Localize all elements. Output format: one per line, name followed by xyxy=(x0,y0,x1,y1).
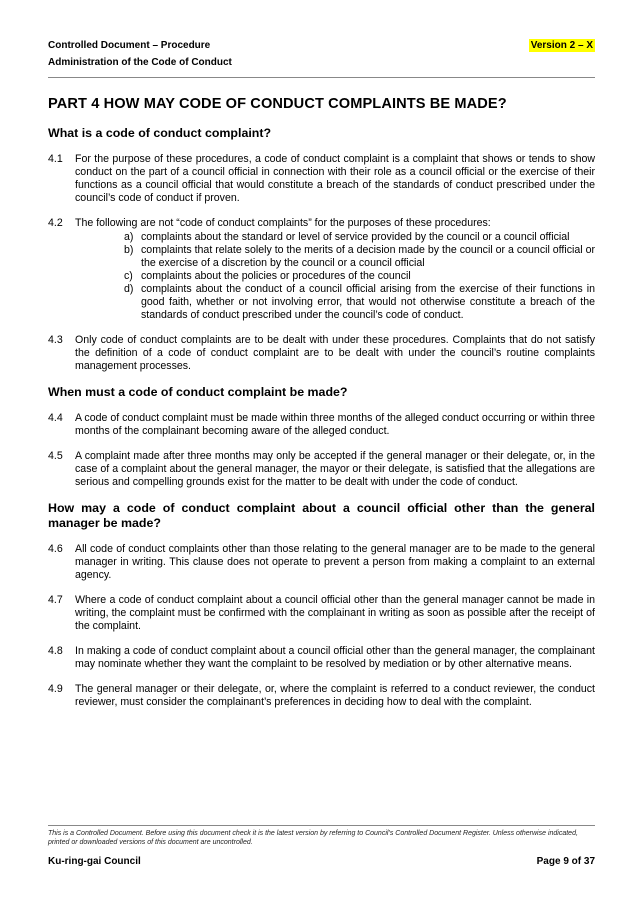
clause-body xyxy=(75,217,595,322)
clause-text: The following are not “code of conduct complaints” for the purposes of these procedures: xyxy=(75,217,491,229)
sub-list xyxy=(75,231,595,322)
clause xyxy=(48,412,595,438)
clause-number: 4.4 xyxy=(48,412,63,424)
document-body xyxy=(48,96,595,721)
clause-number: 4.1 xyxy=(48,153,63,165)
clause xyxy=(48,450,595,489)
page-number: Page 9 of 37 xyxy=(536,856,595,867)
clause xyxy=(48,153,595,205)
page-header xyxy=(48,40,595,78)
clause xyxy=(48,683,595,709)
document-title: Administration of the Code of Conduct xyxy=(48,57,232,68)
list-item-letter: d) xyxy=(124,283,134,295)
clause-text: A complaint made after three months may only be accepted if the general manager or their delegate, or, in the case of a complaint about the general manager, the mayor or their delegate, is satisfied that the allegations are serious and compelling grounds exist for the matter to be dealt with under the code of conduct. xyxy=(75,450,595,488)
clause-number: 4.6 xyxy=(48,543,63,555)
clause xyxy=(48,217,595,322)
clause-number: 4.8 xyxy=(48,645,63,657)
list-item-text: complaints that relate solely to the merits of a decision made by the council or a council official or the exercise of a discretion by the council or a council official xyxy=(141,244,595,269)
clause-text: The general manager or their delegate, or, where the complaint is referred to a conduct reviewer, the conduct reviewer, must consider the complainant’s preferences in deciding how to deal with the complaint. xyxy=(75,683,595,708)
section-heading: How may a code of conduct complaint about a council official other than the general manager be made? xyxy=(48,501,595,530)
clause-text: For the purpose of these procedures, a code of conduct complaint is a complaint that shows or tends to show conduct on the part of a council official in connection with their role as a council official or the exercise of their functions as a council official that would constitute a breach of the standards of conduct prescribed under the council’s code of conduct if proven. xyxy=(75,153,595,204)
list-item-text: complaints about the standard or level of service provided by the council or a council official xyxy=(141,231,570,243)
list-item xyxy=(124,270,595,283)
clause-text: Where a code of conduct complaint about a council official other than the general manager cannot be made in writing, the complaint must be confirmed with the complainant in writing as soon as possible after the receipt of the complaint. xyxy=(75,594,595,632)
clause-number: 4.7 xyxy=(48,594,63,606)
part-title: PART 4 HOW MAY CODE OF CONDUCT COMPLAINTS BE MADE? xyxy=(48,96,507,112)
document-type: Controlled Document – Procedure xyxy=(48,40,211,51)
clause-number: 4.9 xyxy=(48,683,63,695)
clause-text: A code of conduct complaint must be made within three months of the alleged conduct occurring or within three months of the complainant becoming aware of the alleged conduct. xyxy=(75,412,595,437)
list-item xyxy=(124,283,595,322)
clause-text: Only code of conduct complaints are to be dealt with under these procedures. Complaints that do not satisfy the definition of a code of conduct complaint are to be dealt with under the council’s routine complaints management processes. xyxy=(75,334,595,372)
clause-number: 4.5 xyxy=(48,450,63,462)
list-item-letter: a) xyxy=(124,231,134,243)
clause-number: 4.3 xyxy=(48,334,63,346)
list-item-letter: b) xyxy=(124,244,134,256)
list-item xyxy=(124,231,595,244)
list-item-text: complaints about the policies or procedures of the council xyxy=(141,270,411,282)
clause-text: All code of conduct complaints other than those relating to the general manager are to be made to the general manager in writing. This clause does not operate to prevent a person from making a complaint to an external agency. xyxy=(75,543,595,581)
clause xyxy=(48,334,595,373)
section-heading: What is a code of conduct complaint? xyxy=(48,126,272,140)
list-item-letter: c) xyxy=(124,270,133,282)
organisation-name: Ku-ring-gai Council xyxy=(48,856,141,867)
list-item-text: complaints about the conduct of a council official arising from the exercise of their functions in good faith, whether or not involving error, that would not otherwise constitute a breach of the standards of conduct prescribed under the council’s code of conduct. xyxy=(141,283,595,321)
clause-number: 4.2 xyxy=(48,217,63,229)
clause xyxy=(48,645,595,671)
section-heading: When must a code of conduct complaint be made? xyxy=(48,385,348,399)
clause-text: In making a code of conduct complaint about a council official other than the general manager, the complainant may nominate whether they want the complaint to be resolved by mediation or by other alternative means. xyxy=(75,645,595,670)
clause xyxy=(48,543,595,582)
page-footer xyxy=(48,825,595,867)
controlled-document-notice: This is a Controlled Document. Before using this document check it is the latest version by referring to Council’s Controlled Document Register. Unless otherwise indicated, printed or downloaded versions of this document are uncontrolled. xyxy=(48,830,578,846)
list-item xyxy=(124,244,595,270)
version-badge: Version 2 – X xyxy=(530,40,593,51)
clause xyxy=(48,594,595,633)
